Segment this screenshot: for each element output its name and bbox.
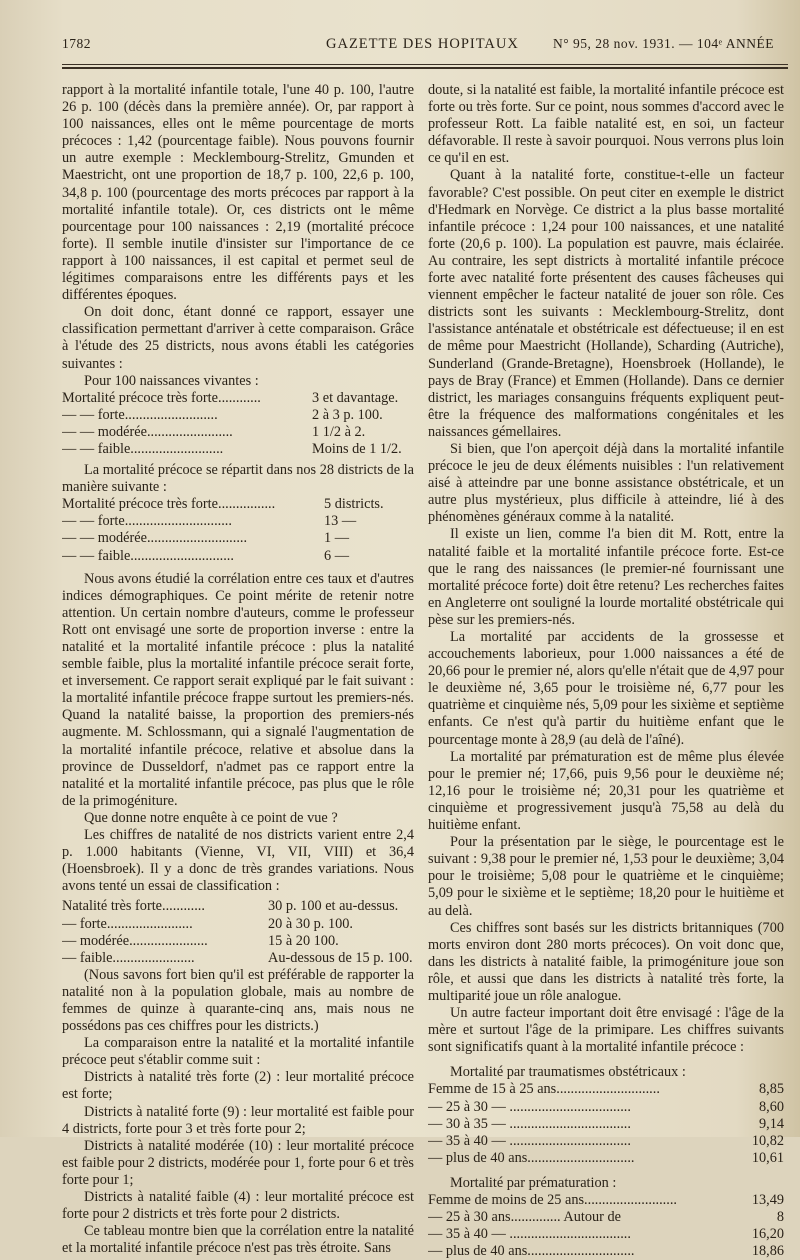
paragraph: Il existe un lien, comme l'a bien dit M. Rott, entre la natalité faible et la mortalité infantile précoce forte. Est-ce que le rang des naissances (le premier-né fournissant une mortalité précoce forte) doit être retenu? Les recherches faites en Angleterre ont souligné la lourde mortalité obstétricale qui pèse sur les premiers-nés. — [428, 526, 784, 628]
districts-table — [62, 496, 414, 564]
table-cell: 10,82 — [751, 1132, 784, 1149]
paragraph: Districts à natalité modérée (10) : leur mortalité précoce est faible pour 2 districts, modérée pour 1, forte pour 6 et très forte pour 1; — [62, 1137, 414, 1188]
table-cell: — — forte.......................... — [62, 406, 218, 423]
table-cell: Femme de moins de 25 ans.......................... — [428, 1192, 677, 1208]
table-cell: 6 — — [324, 547, 350, 564]
table-cell: 3 et davantage. — [312, 389, 399, 406]
table-cell: 18,86 — [751, 1243, 784, 1260]
left-column — [62, 82, 414, 1257]
table-cell: 20 à 30 p. 100. — [268, 915, 353, 932]
table-cell: Natalité très forte............ — [62, 898, 205, 915]
table-cell: 2 à 3 p. 100. — [312, 406, 383, 423]
paragraph: Ce tableau montre bien que la corrélation entre la natalité et la mortalité infantile précoce n'est pas très étroite. Sans — [62, 1223, 414, 1257]
table-cell: — plus de 40 ans.............................. — [428, 1243, 635, 1260]
paragraph: Ces chiffres sont basés sur les districts britanniques (700 morts environ dont 280 morts précoces). On voit donc que, dans les districts à natalité faible, la primogéniture joue son rôle, et aussi que dans les districts à natalité très forte, la multiparité joue un rôle analogue. — [428, 919, 784, 1004]
prematuration-table — [428, 1192, 784, 1260]
table-cell: 13,49 — [751, 1192, 784, 1208]
paragraph: Quant à la natalité forte, constitue-t-elle un facteur favorable? C'est possible. On peut citer en exemple le district d'Hedmark en Norvège. Ce district a la plus basse mortalité infantile précoce : 1,24 pour 100 naissances, et une natalité forte (20,6 p. 100). La population est pauvre, mais éclairée. Au contraire, les sept districts à mortalité infantile précoce forte avec natalité forte présentent des causes fâcheuses qui viennent empêcher le facteur natalité de jouer son rôle. Ces districts sont les suivants : Mecklembourg-Strelitz, dont l'assistance anténatale et obstétricale est défectueuse; il en est de même pour Maestricht (Hollande), Scharding (Autriche), Sunderland (Grande-Bretagne), Hoensbroek (Hollande), le pays de Bray (France) et Emmen (Hollande). Dans ce dernier district, les mariages consanguins fréquents expliquent peut-être la fréquence des malformations congénitales et les naissances gémellaires. — [428, 167, 784, 440]
table-cell: 9,14 — [758, 1115, 784, 1132]
table-cell: — modérée...................... — [62, 932, 208, 949]
table-cell: 8 — [776, 1209, 784, 1226]
table-cell: 10,61 — [751, 1149, 784, 1166]
table-cell: 5 districts. — [324, 496, 384, 513]
trauma-table — [428, 1081, 784, 1166]
page-header — [62, 36, 788, 62]
table-cell: 8,60 — [758, 1098, 784, 1115]
paragraph: Districts à natalité faible (4) : leur mortalité précoce est forte pour 2 districts et très forte pour 2 districts. — [62, 1189, 414, 1223]
table-cell: 1 1/2 à 2. — [312, 423, 366, 440]
paragraph: Si bien, que l'on aperçoit déjà dans la mortalité infantile précoce le jeu de deux éléments nuisibles : l'un relativement aisé à atteindre par une bonne assistance obstétricale, et un autre plus mystérieux, plus difficile à atteindre, lié à des phénomènes généraux comme à la natalité. — [428, 440, 784, 526]
table-cell: Au-dessous de 15 p. 100. — [268, 949, 413, 966]
table-cell: — 30 à 35 — .................................. — [428, 1115, 631, 1132]
paragraph: Districts à natalité très forte (2) : leur mortalité précoce est forte; — [62, 1069, 414, 1103]
paragraph: doute, si la natalité est faible, la mortalité infantile précoce est forte ou très forte. Sur ce point, nous sommes d'accord avec le professeur Rott. La faible natalité est, en soi, un facteur défavorable. Il reste à savoir pourquoi. Nous verrons plus loin ce qu'il en est. — [428, 82, 784, 167]
table-cell: — faible....................... — [62, 949, 195, 966]
table-cell: 30 p. 100 et au-dessus. — [268, 898, 399, 915]
table-cell: — — faible.......................... — [62, 440, 224, 457]
table-cell: Femme de 15 à 25 ans............................. — [428, 1081, 660, 1098]
table-cell: — 35 à 40 — .................................. — [428, 1226, 631, 1243]
table-cell: — — faible............................. — [62, 547, 234, 564]
paragraph: Un autre facteur important doit être envisagé : l'âge de la mère et surtout l'âge de la primipare. Les chiffres suivants sont significatifs quant à la mortalité infantile précoce : — [428, 1005, 784, 1056]
table-cell: — — modérée........................ — [62, 423, 233, 440]
paragraph: Nous avons étudié la corrélation entre ces taux et d'autres indices démographiques. Ce point mérite de retenir notre attention. Un certain nombre d'auteurs, comme le professeur Rott ont envisagé une sorte de proportion inverse : entre la natalité et la mortalité infantile précoce : plus la natalité semble faible, plus la mortalité infantile précoce serait forte, et inversement. Ce rapport serait expliqué par le fait suivant : la mortalité infantile précoce frappe surtout les premiers-nés. Quand la natalité baisse, la proportion des premiers-nés augmente. M. Schlossmann, qui a signalé l'augmentation de la mortalité infantile précoce, relative et absolue dans la province de Dusseldorf, n'admet pas ce rapport entre la natalité et la mortalité infantile précoce, pas plus que le rôle de la primogéniture. — [62, 570, 414, 809]
header-rule-double — [62, 67, 788, 69]
table-cell: — forte........................ — [62, 915, 193, 932]
paragraph: On doit donc, étant donné ce rapport, essayer une classification permettant d'arriver à cette comparaison. Grâce à l'étude des 25 districts, nous avons établi les catégories suivantes : — [62, 304, 414, 372]
table-caption: Mortalité par traumatismes obstétricaux : — [450, 1064, 686, 1081]
natality-table — [62, 898, 414, 966]
paragraph: rapport à la mortalité infantile totale, l'une 40 p. 100, l'autre 26 p. 100 (décès dans la première année). Or, par rapport à 100 naissances, elles ont le même pourcentage de morts précoces : 1,42 (pourcentage faible). Nous pouvons fournir un autre exemple : Mecklembourg-Strelitz, Gmunden et Maestricht, ont une proportion de 18,7 p. 100, 22,6 p. 100, 34,8 p. 100 (pourcentage des morts précoces par rapport à la mortalité infantile totale). Or, ces districts ont le même pourcentage pour 100 naissances : 2,19 (mortalité précoce forte). Il semble inutile d'insister sur l'importance de ce rapport à 100 naissances, il est capital et permet seul de légitimes comparaisons entre les différents pays et les différentes époques. — [62, 82, 414, 304]
page-number: 1782 — [62, 36, 91, 51]
paragraph: Que donne notre enquête à ce point de vue ? — [84, 809, 338, 826]
table-caption: Mortalité par prématuration : — [450, 1174, 617, 1191]
table-cell: — 25 à 30 — .................................. — [428, 1098, 631, 1115]
journal-title: GAZETTE DES HOPITAUX — [326, 36, 519, 52]
table-cell: 1 — — [324, 530, 350, 547]
paragraph: La comparaison entre la natalité et la mortalité infantile précoce peut s'établir comme suit : — [62, 1035, 414, 1069]
paragraph: La mortalité par prématuration est de même plus élevée pour le premier né; 17,66, puis 9,56 pour le deuxième né; 12,16 pour le troisième né; 20,31 pour les quatrième et cinquième et progressivement jusqu'à 75,58 au delà du huitième enfant. — [428, 748, 784, 834]
paragraph: Les chiffres de natalité de nos districts varient entre 2,4 p. 1.000 habitants (Vienne, VI, VII, VIII) et 36,4 (Hoensbroek). Il y a donc de très grandes variations. Nous avons tenté un essai de classification : — [62, 827, 414, 895]
table-cell: 15 à 20 100. — [268, 932, 339, 949]
table-cell: — 25 à 30 ans.............. Autour de — [428, 1209, 621, 1226]
table-caption: Pour 100 naissances vivantes : — [84, 372, 259, 389]
table-cell: 13 — — [324, 513, 357, 530]
header-rule — [62, 64, 788, 65]
paragraph: (Nous savons fort bien qu'il est préférable de rapporter la natalité non à la population globale, mais au nombre de femmes de quinze à quarante-cinq ans, mais nous ne possédons pas ces chiffres pour les districts.) — [62, 966, 414, 1035]
table-cell: — — modérée............................ — [62, 530, 248, 547]
table-cell: — plus de 40 ans.............................. — [428, 1149, 635, 1166]
table-cell: Mortalité précoce très forte................ — [62, 496, 276, 513]
table-cell: 8,85 — [758, 1081, 784, 1098]
paragraph: Pour la présentation par le siège, le pourcentage est le suivant : 9,38 pour le premier né, 1,53 pour le deuxième; 3,04 pour le troisième; 5,08 pour le quatrième et le cinquième; 5,09 pour le sixième et le septième; 18,20 pour le huitième et au delà. — [428, 834, 784, 919]
right-column — [428, 82, 784, 1260]
table-cell: Moins de 1 1/2. — [312, 440, 402, 457]
table-cell: 16,20 — [751, 1226, 784, 1243]
issue-info: N° 95, 28 nov. 1931. — 104ᵉ ANNÉE — [553, 36, 774, 51]
paragraph: La mortalité par accidents de la grossesse et accouchements laborieux, pour 1.000 naissances a été de 20,66 pour le premier né, alors qu'elle n'était que de 4,97 pour le deuxième né, 3,65 pour le troisième né, 6,77 pour les quatrième et cinquième nés, 5,09 pour les sixième et septième enfants. Ce n'est qu'à partir du huitième enfant que le pourcentage monte à 28,9 (au delà de l'aîné). — [428, 629, 784, 748]
classification-table — [62, 390, 414, 458]
table-cell: — 35 à 40 — .................................. — [428, 1132, 631, 1149]
table-cell: Mortalité précoce très forte............ — [62, 389, 261, 406]
paragraph: La mortalité précoce se répartit dans nos 28 districts de la manière suivante : — [62, 462, 414, 496]
table-cell: — — forte.............................. — [62, 513, 232, 530]
paragraph: Districts à natalité forte (9) : leur mortalité est faible pour 4 districts, forte pour 3 et très forte pour 2; — [62, 1103, 414, 1137]
